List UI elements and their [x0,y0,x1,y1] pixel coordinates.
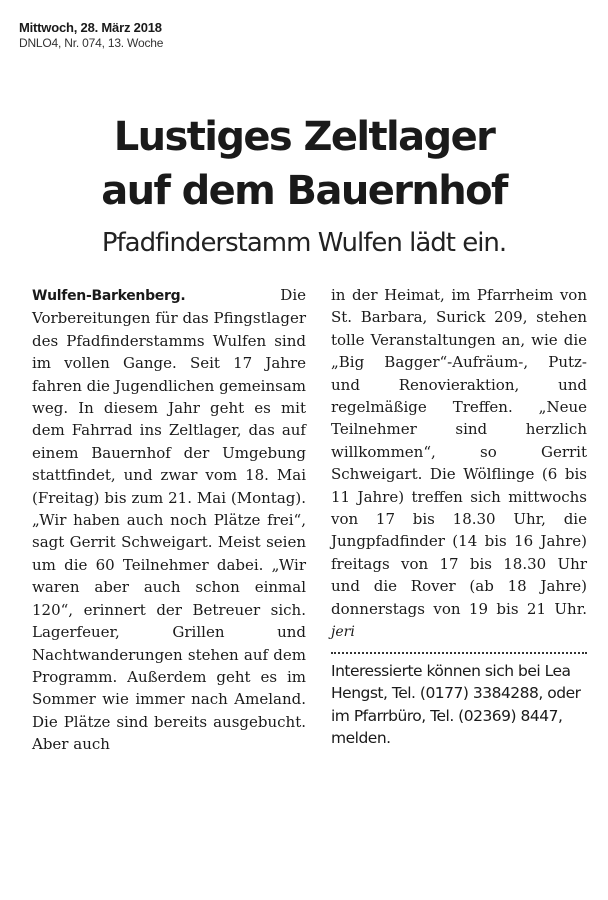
author-signature: jeri [331,624,355,641]
info-box: Interessierte können sich bei Lea Hengst, Tel. (0177) 3384288, oder im Pfarrbüro, Tel. (02369) 8447, melden. [331,661,581,748]
issue-header [19,20,163,51]
dotted-divider [331,652,587,654]
body-text-left: Die Vorbereitungen für das Pfingstlager des Pfadfinderstamms Wulfen sind im vollen Gange. Seit 17 Jahre fahren die Jugendlichen gemeinsam weg. In diesem Jahr geht es mit dem Fahrrad ins Zeltlager, das auf einem Bauernhof der Umgebung stattfindet, und zwar vom 18. Mai (Freitag) bis zum 21. Mai (Montag). „Wir haben auch noch Plätze frei“, sagt Gerrit Schweigart. Meist seien um die 60 Teilnehmer dabei. „Wir waren aber auch schon einmal 120“, erinnert der Betreuer sich. Lagerfeuer, Grillen und Nachtwanderungen stehen auf dem Programm. Außerdem geht es im Sommer wie immer nach Ameland. Die Plätze sind bereits ausgebucht. Aber auch [32,286,306,754]
body-text-right: in der Heimat, im Pfarrheim von St. Barbara, Surick 209, stehen tolle Veranstaltungen an, wie die „Big Bagger“-Aufräum-, Putz- und Renovieraktion, und regelmäßige Treffen. „Neue Teilnehmer sind herzlich willkommen“, so Gerrit Schweigart. Die Wölflinge (6 bis 11 Jahre) treffen sich mittwochs von 17 bis 18.30 Uhr, die Jungpfadfinder (14 bis 16 Jahre) freitags von 17 bis 18.30 Uhr und die Rover (ab 18 Jahre) donnerstags von 19 bis 21 Uhr. [331,286,587,618]
publication-date: Mittwoch, 28. März 2018 [19,20,162,35]
article-paragraph-right [331,284,587,644]
article-subheadline: Pfadfinderstamm Wulfen lädt ein. [101,228,507,258]
headline-line-1: Lustiges Zeltlager [113,114,495,160]
article-column-left [32,284,306,756]
issue-info: DNLO4, Nr. 074, 13. Woche [19,36,164,50]
dateline: Wulfen-Barkenberg. [32,288,186,304]
article-column-right [331,284,587,750]
article-paragraph-left [32,284,306,756]
headline-line-2: auf dem Bauernhof [101,168,507,214]
article-headline [0,110,608,218]
